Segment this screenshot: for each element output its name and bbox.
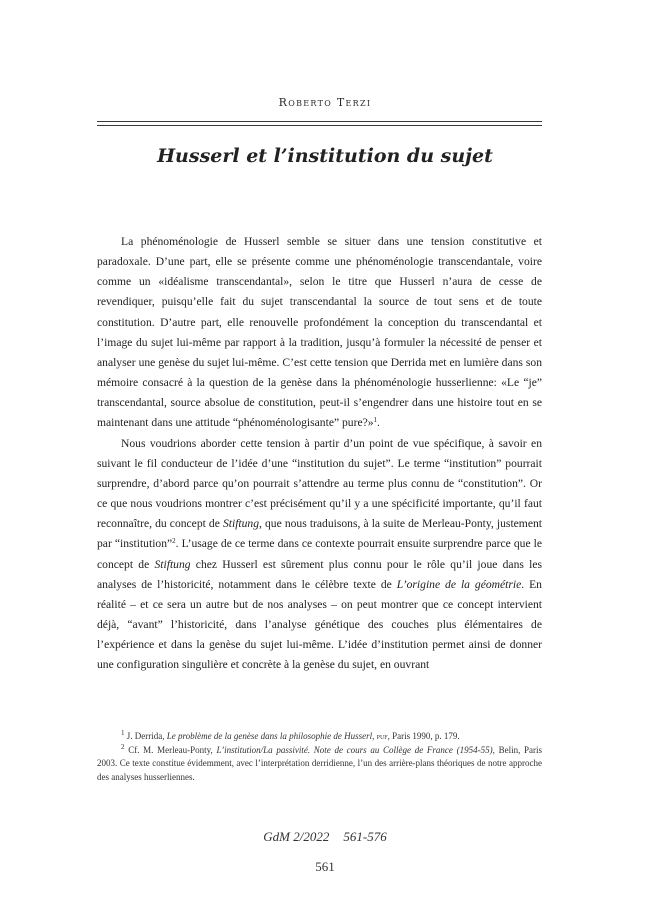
footnote-ref-1[interactable]: 1	[373, 416, 378, 425]
footnote-2-part-a: Cf. M. Merleau-Ponty,	[124, 744, 217, 755]
paragraph-2-part-c: . L’usage de ce terme dans ce contexte pourrait ensuite surprendre parce que le concept de	[97, 537, 542, 571]
journal-page-range: 561-576	[343, 829, 387, 844]
paragraph-2-part-b: , que nous traduisons, à la suite de Merleau-Ponty, justement par “institution”	[97, 517, 542, 551]
article-title: Husserl et l’institution du sujet	[157, 145, 493, 167]
footnote-2-part-b: , Belin, Paris 2003. Ce texte constitue évidemment, avec l’interprétation derridienne, l’un des arrière-plans théoriques de notre approche des analyses husserliennes.	[97, 744, 543, 782]
footnote-2-title: L’institution/La passivité. Note de cours au Collège de France (1954-55)	[216, 744, 493, 755]
journal-reference	[0, 829, 650, 845]
work-title-origine: L’origine de la géométrie	[396, 577, 522, 591]
header-rule-bottom	[97, 125, 542, 126]
footnote-2	[97, 744, 542, 785]
paragraph-1-text: La phénoménologie de Husserl semble se situer dans une tension constitutive et paradoxale. D’une part, elle se présente comme une phénoménologie transcendantale, voire comme un «idéalisme transcendantal», selon le titre que Husserl n’aura de cesse de revendiquer, puisqu’elle fait du sujet transcendantal la source de tout sens et de toute constitution. D’autre part, elle renouvelle profondément la conception du transcendantal et l’image du sujet lui-même par rapport à la tradition, jusqu’à formuler la nécessité de penser et analyser une genèse du sujet lui-même. C’est cette tension que Derrida met en lumière dans son mémoire consacré à la question de la genèse dans la phénoménologie husserlienne: «Le “je” transcendantal, source absolue de constitution, peut-il s’engendrer dans une histoire tout en se maintenant dans une attitude “phénoménologisante” pure?»	[97, 235, 542, 430]
paragraph-2-part-a: Nous voudrions aborder cette tension à partir d’un point de vue spécifique, à savoir en suivant le fil conducteur de l’idée d’une “institution du sujet”. Le terme “institution” pourrait surprendre, d’abord parce qu’on pourrait s’attendre au terme plus connu de “constitution”. Or ce que nous voudrions montrer c’est précisément qu’il y a une spécificité importante, qu’il faut reconnaître, du concept de	[97, 436, 542, 531]
footnote-1-publisher: puf	[376, 731, 388, 741]
page-number: 561	[315, 859, 335, 874]
footnotes	[97, 730, 542, 784]
footnote-1-number: 1	[121, 729, 125, 737]
footnote-1-part-b: ,	[372, 731, 377, 741]
term-stiftung: Stiftung	[154, 557, 191, 571]
footnote-1-part-a: J. Derrida,	[124, 731, 167, 741]
paragraph-2	[97, 434, 542, 676]
journal-issue: GdM 2/2022	[263, 829, 330, 844]
running-header-author: Roberto Terzi	[278, 96, 372, 109]
term-stiftung: Stiftung	[222, 517, 260, 531]
paragraph-2-part-e: . En réalité – et ce sera un autre but de nos analyses – on peut montrer que ce concept intervient déjà, “avant” l’historicité, dans l’analyse génétique des couches plus élémentaires de l’expérience et dans la genèse du sujet lui-même. L’idée d’institution permet ainsi de donner une configuration singulière et concrète à la genèse du sujet, en ouvrant	[97, 577, 542, 672]
paragraph-2-part-d: chez Husserl est sûrement plus connu pour le rôle qu’il joue dans les analyses de l’historicité, notamment dans le célèbre texte de	[97, 557, 542, 591]
footnote-2-number: 2	[121, 742, 125, 751]
article-body	[97, 232, 542, 675]
footnote-1-part-c: , Paris 1990, p. 179.	[387, 731, 460, 741]
header-rule-top	[97, 121, 542, 122]
footnote-ref-2[interactable]: 2	[172, 537, 176, 546]
paragraph-1: La phénoménologie de Husserl semble se situer dans une tension constitutive et paradoxale. D’une part, elle se présente comme une phénoménologie transcendantale, voire comme un «idéalisme transcendantal», selon le titre que Husserl n’aura de cesse de revendiquer, puisqu’elle fait du sujet transcendantal la source de tout sens et de toute constitution. D’autre part, elle renouvelle profondément la conception du transcendantal et l’image du sujet lui-même par rapport à la tradition, jusqu’à formuler la nécessité de penser et analyser une genèse du sujet lui-même. C’est cette tension que Derrida met en lumière dans son mémoire consacré à la question de la genèse dans la phénoménologie husserlienne: «Le “je” transcendantal, source absolue de constitution, peut-il s’engendrer dans une histoire tout en se maintenant dans une attitude “phénoménologisante” pure?»$^1$.	[97, 235, 542, 430]
footnote-1-title: Le problème de la genèse dans la philosophie de Husserl	[166, 731, 373, 741]
footnote-1	[97, 730, 542, 744]
